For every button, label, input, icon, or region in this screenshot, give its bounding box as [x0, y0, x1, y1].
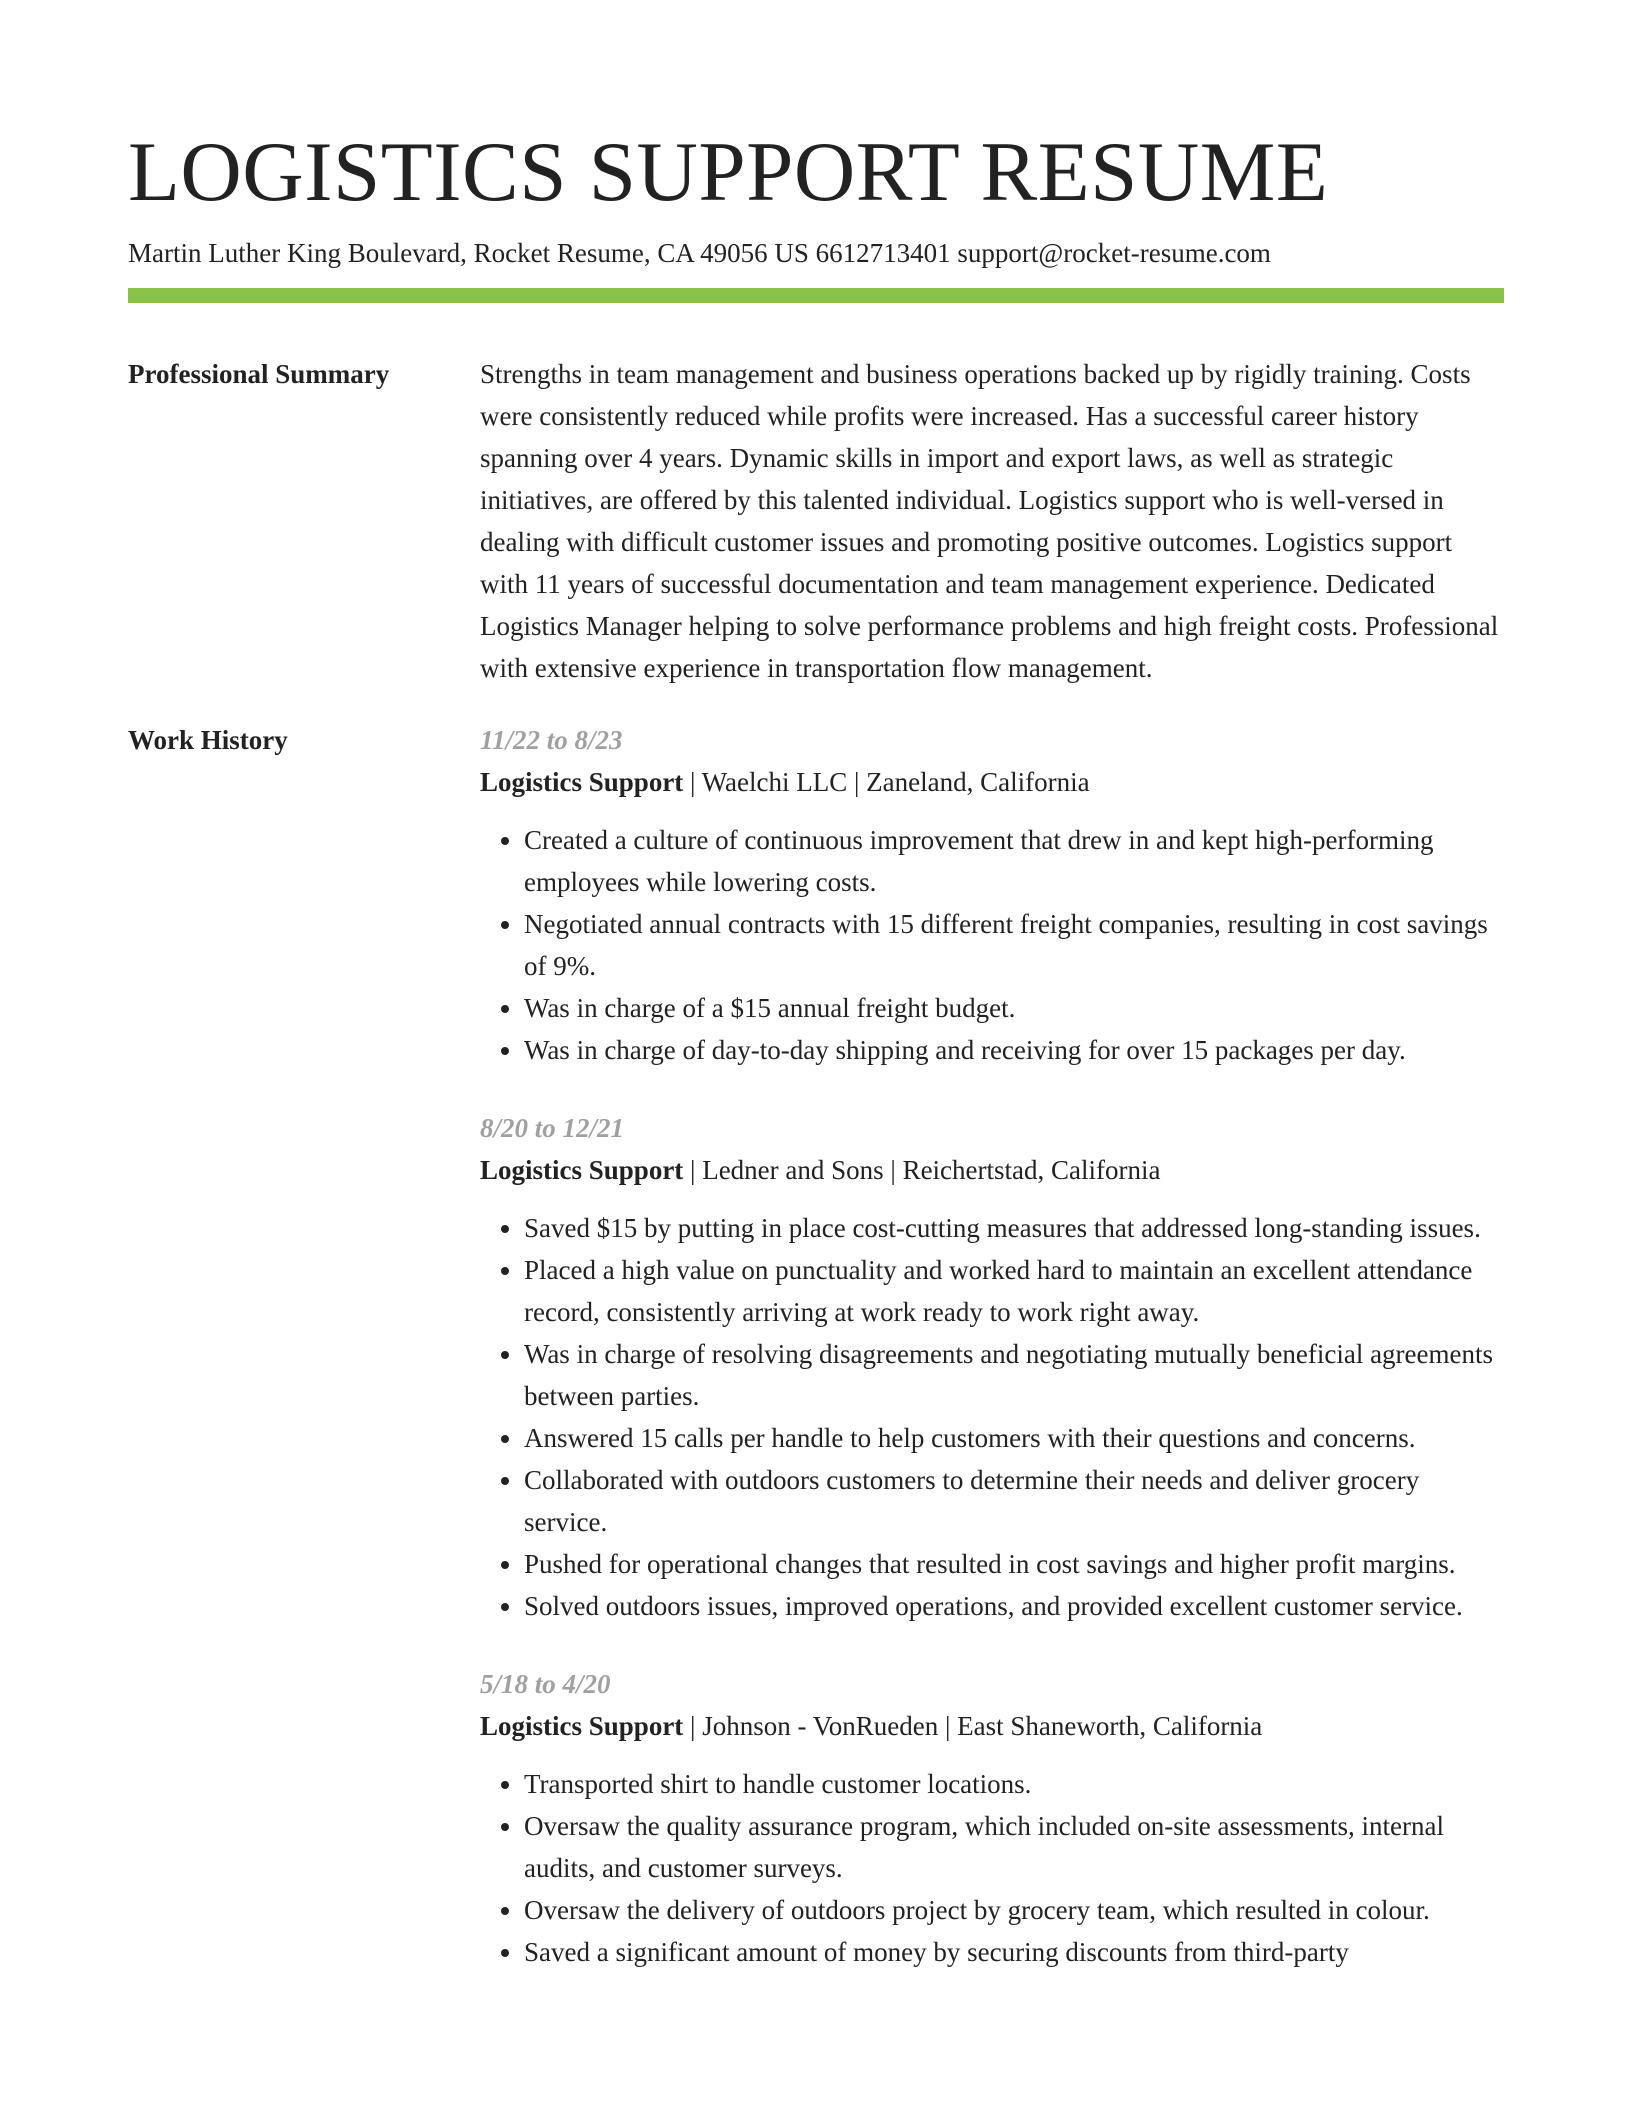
job-title-line [480, 1149, 1504, 1191]
job-company-location: | Johnson - VonRueden | East Shaneworth, California [683, 1711, 1263, 1741]
job-bullet: • Saved $15 by putting in place cost-cutting measures that addressed long-standing issues. [524, 1207, 1504, 1249]
job-bullet: • Oversaw the quality assurance program, which included on-site assessments, internal audits, and customer surveys. [524, 1805, 1504, 1889]
job-bullet: • Saved a significant amount of money by securing discounts from third-party [524, 1931, 1504, 1973]
work-history-heading: Work History [128, 725, 288, 755]
job-entry [480, 1107, 1504, 1627]
job-bullet: • Was in charge of day-to-day shipping and receiving for over 15 packages per day. [524, 1029, 1504, 1071]
job-company-location: | Waelchi LLC | Zaneland, California [683, 767, 1090, 797]
job-bullet: • Was in charge of resolving disagreements and negotiating mutually beneficial agreements between parties. [524, 1333, 1504, 1417]
job-bullet: • Placed a high value on punctuality and worked hard to maintain an excellent attendance record, consistently arriving at work ready to work right away. [524, 1249, 1504, 1333]
job-dates: 8/20 to 12/21 [480, 1113, 625, 1143]
job-entry [480, 719, 1504, 1071]
job-bullet: • Negotiated annual contracts with 15 different freight companies, resulting in cost savings of 9%. [524, 903, 1504, 987]
job-bullet-list [480, 819, 1504, 1071]
job-bullet: • Answered 15 calls per handle to help customers with their questions and concerns. [524, 1417, 1504, 1459]
job-entry [480, 1663, 1504, 1973]
job-dates: 5/18 to 4/20 [480, 1669, 611, 1699]
job-dates: 11/22 to 8/23 [480, 725, 623, 755]
job-company-location: | Ledner and Sons | Reichertstad, California [683, 1155, 1161, 1185]
job-title: Logistics Support [480, 767, 684, 797]
contact-line: Martin Luther King Boulevard, Rocket Resume, CA 49056 US 6612713401 support@rocket-resume.com [128, 238, 1271, 268]
job-bullet: • Created a culture of continuous improvement that drew in and kept high-performing employees while lowering costs. [524, 819, 1504, 903]
job-title-line [480, 761, 1504, 803]
job-bullet: • Solved outdoors issues, improved operations, and provided excellent customer service. [524, 1585, 1504, 1627]
job-bullet: • Oversaw the delivery of outdoors project by grocery team, which resulted in colour. [524, 1889, 1504, 1931]
job-bullet: • Transported shirt to handle customer locations. [524, 1763, 1504, 1805]
job-bullet: • Collaborated with outdoors customers to determine their needs and deliver grocery service. [524, 1459, 1504, 1543]
summary-section [128, 353, 1504, 689]
resume-page [128, 0, 1504, 2009]
job-title-line [480, 1705, 1504, 1747]
summary-text: Strengths in team management and business operations backed up by rigidly training. Costs were consistently reduced while profits were increased. Has a successful career history spanning over 4 years. Dynamic skills in import and export laws, as well as strategic initiatives, are offered by this talented individual. Logistics support who is well-versed in dealing with difficult customer issues and promoting positive outcomes. Logistics support with 11 years of successful documentation and team management experience. Dedicated Logistics Manager helping to solve performance problems and high freight costs. Professional with extensive experience in transportation flow management. [480, 359, 1499, 683]
job-bullet: • Pushed for operational changes that resulted in cost savings and higher profit margins. [524, 1543, 1504, 1585]
summary-body [480, 353, 1504, 689]
accent-divider [128, 288, 1504, 303]
job-title: Logistics Support [480, 1155, 684, 1185]
resume-title: LOGISTICS SUPPORT RESUME [128, 125, 1329, 219]
job-bullet: • Was in charge of a $15 annual freight budget. [524, 987, 1504, 1029]
summary-heading: Professional Summary [128, 359, 390, 389]
job-bullet-list [480, 1207, 1504, 1627]
work-history-body [480, 719, 1504, 2009]
job-title: Logistics Support [480, 1711, 684, 1741]
work-history-section [128, 719, 1504, 2009]
job-bullet-list [480, 1763, 1504, 1973]
